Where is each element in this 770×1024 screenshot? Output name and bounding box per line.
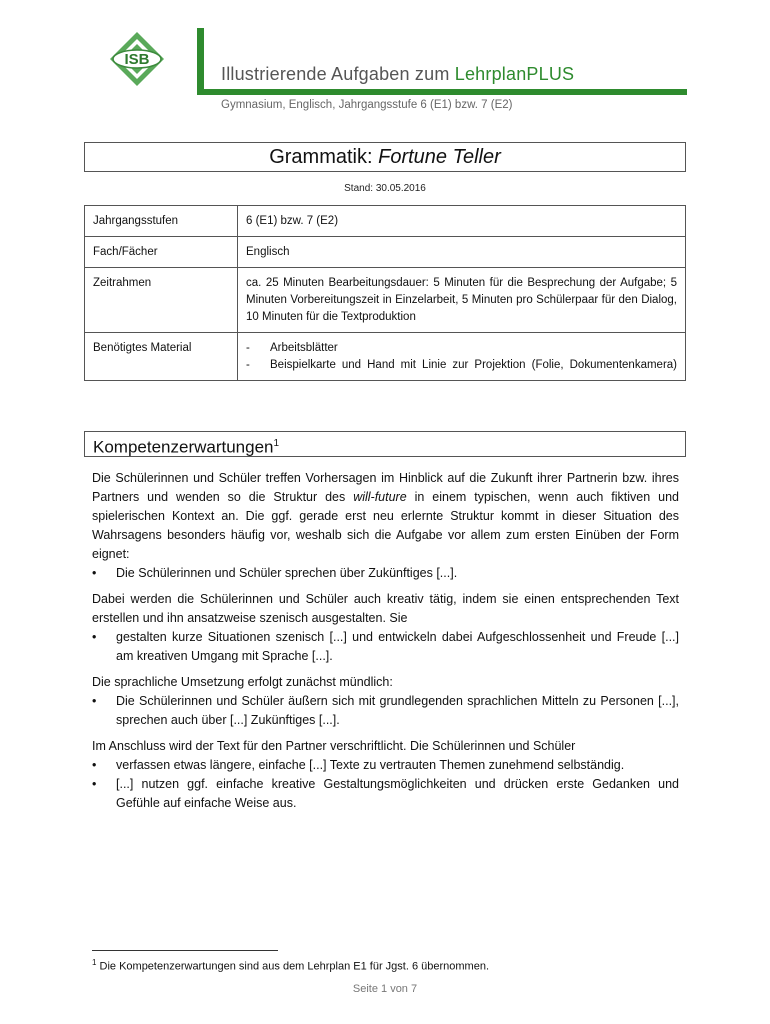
table-row [85, 268, 686, 333]
section-heading [84, 431, 686, 457]
header-subtitle: Gymnasium, Englisch, Jahrgangsstufe 6 (E1) bzw. 7 (E2) [221, 99, 513, 111]
footnote-reference: 1 [273, 438, 280, 449]
header-vertical-bar [197, 28, 204, 93]
paragraph-1-part-b: in einem typischen, wenn auch fiktiven und spielerischen Kontext an. Die ggf. gerade erst neu erlernte Struktur kommt in dieser Situation des Wahrsagens besonders häufig vor, weshalb sich die Aufgabe vor allem zum ersten Einüben der Form eignet: [92, 490, 679, 561]
paragraph-1-part-a: Die Schülerinnen und Schüler treffen Vorhersagen im Hinblick auf die Zukunft ihrer Partnerin bzw. ihres Partners und wenden so die Struktur des [92, 471, 679, 504]
header-horizontal-bar [197, 89, 687, 95]
paragraph-4: Im Anschluss wird der Text für den Partner verschriftlicht. Die Schülerinnen und Schüler [92, 739, 576, 753]
table-row [85, 206, 686, 237]
isb-logo-graphic [88, 28, 186, 90]
material-key: Benötigtes Material [85, 333, 238, 381]
list-item [92, 564, 679, 583]
dash-marker: - [246, 342, 250, 354]
footnote-text: Die Kompetenzerwartungen sind aus dem Lehrplan E1 für Jgst. 6 übernommen. [96, 960, 490, 973]
bullet-marker: • [92, 777, 97, 791]
section-heading-text: Kompetenzerwartungen [93, 437, 274, 457]
bullet-5: [...] nutzen ggf. einfache kreative Gestaltungsmöglichkeiten und drücken erste Gedanken und Gefühle auf einfache Weise aus. [116, 777, 679, 810]
info-table [84, 205, 686, 381]
material-item-1: Arbeitsblätter [270, 342, 338, 354]
fach-value: Englisch [238, 237, 686, 268]
isb-logo [88, 28, 186, 90]
jahrgang-value: 6 (E1) bzw. 7 (E2) [238, 206, 686, 237]
footnote-separator [92, 950, 278, 951]
list-item [246, 340, 677, 357]
list-item [92, 756, 679, 775]
material-item-2: Beispielkarte und Hand mit Linie zur Projektion (Folie, Dokumentenkamera) [270, 359, 677, 371]
logo-text: ISB [124, 51, 150, 68]
table-row [85, 333, 686, 381]
header-title [221, 64, 574, 85]
stand-date: Stand: 30.05.2016 [344, 183, 426, 194]
material-value [238, 333, 686, 381]
zeit-value: ca. 25 Minuten Bearbeitungsdauer: 5 Minuten für die Besprechung der Aufgabe; 5 Minuten Vorbereitungszeit in Einzelarbeit, 5 Minuten pro Schülerpaar für den Dialog, 10 Minuten für die Textproduktion [238, 268, 686, 333]
footnote [92, 958, 489, 973]
table-row [85, 237, 686, 268]
list-item [92, 628, 679, 666]
zeit-key: Zeitrahmen [85, 268, 238, 333]
paragraph-2: Dabei werden die Schülerinnen und Schüler auch kreativ tätig, indem sie einen entsprechenden Text erstellen und ihn ansatzweise szenisch ausgestalten. Sie [92, 592, 679, 625]
jahrgang-key: Jahrgangsstufen [85, 206, 238, 237]
page-number: Seite 1 von 7 [352, 983, 418, 995]
body-text [92, 469, 679, 820]
bullet-marker: • [92, 758, 97, 772]
document-title-italic: Fortune Teller [378, 146, 501, 168]
bullet-marker: • [92, 566, 97, 580]
paragraph-1 [92, 469, 679, 564]
bullet-1: Die Schülerinnen und Schüler sprechen über Zukünftiges [...]. [116, 566, 458, 580]
list-item [246, 357, 677, 374]
list-item [92, 692, 679, 730]
header-title-highlight: LehrplanPLUS [454, 64, 575, 84]
bullet-marker: • [92, 630, 97, 644]
list-item [92, 775, 679, 813]
bullet-2: gestalten kurze Situationen szenisch [...] und entwickeln dabei Aufgeschlossenheit und Freude [...] am kreativen Umgang mit Sprache [...]. [116, 630, 679, 663]
dash-marker: - [246, 359, 250, 371]
document-title [84, 142, 686, 172]
document-title-prefix: Grammatik: [269, 146, 379, 168]
footnote-mark: 1 [92, 958, 97, 967]
bullet-4: verfassen etwas längere, einfache [...] Texte zu vertrauten Themen zunehmend selbständig. [116, 758, 625, 772]
paragraph-3: Die sprachliche Umsetzung erfolgt zunächst mündlich: [92, 675, 393, 689]
bullet-3: Die Schülerinnen und Schüler äußern sich mit grundlegenden sprachlichen Mitteln zu Personen [...], sprechen auch über [...] Zukünftiges [...]. [116, 694, 679, 727]
bullet-marker: • [92, 694, 97, 708]
header-title-prefix: Illustrierende Aufgaben zum [221, 64, 455, 84]
fach-key: Fach/Fächer [85, 237, 238, 268]
paragraph-1-italic: will-future [353, 490, 407, 504]
